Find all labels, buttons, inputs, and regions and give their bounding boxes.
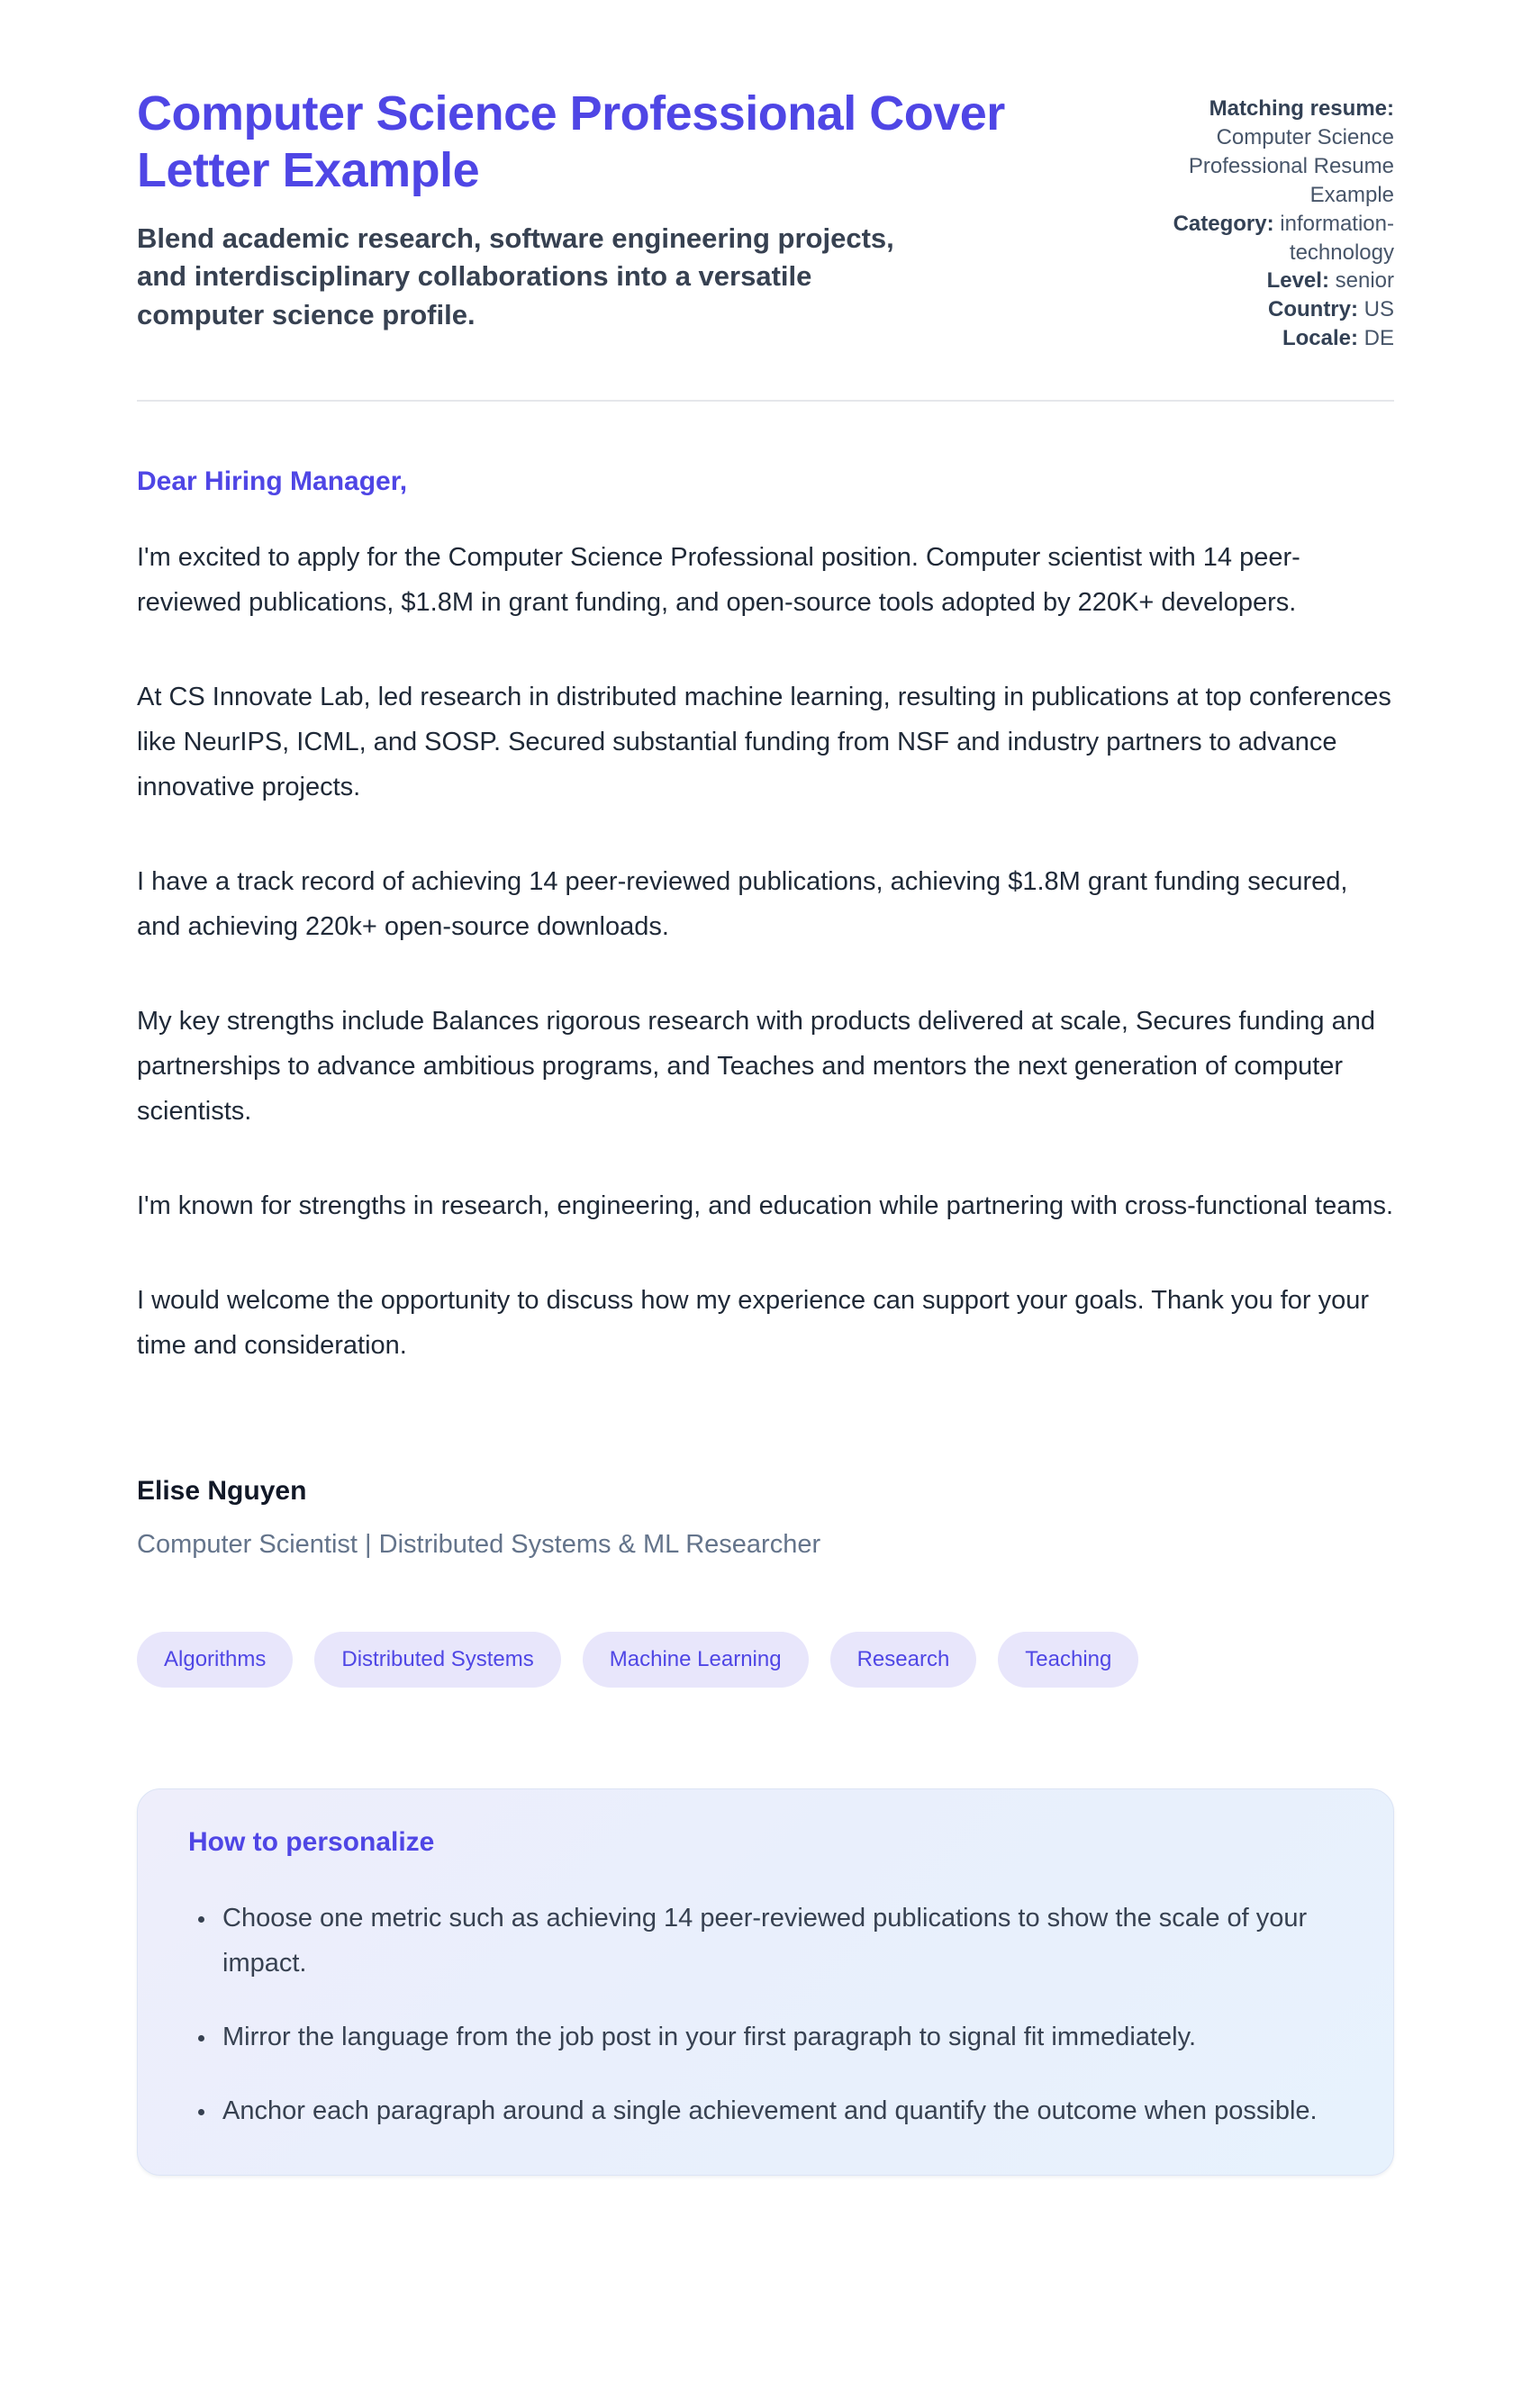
letter-paragraph-6: I would welcome the opportunity to discuss how my experience can support your goals. Thank you for your time and consideration. bbox=[137, 1286, 1370, 1361]
meta-matching-resume bbox=[1124, 95, 1394, 210]
tips-title: How to personalize bbox=[188, 1827, 435, 1858]
header-divider bbox=[137, 400, 1394, 402]
meta-level-label: Level: bbox=[1266, 268, 1329, 294]
meta-panel bbox=[1124, 86, 1394, 353]
meta-category bbox=[1124, 210, 1394, 267]
tag-machine-learning[interactable]: Machine Learning bbox=[583, 1632, 809, 1688]
signature-name: Elise Nguyen bbox=[137, 1476, 307, 1507]
letter-body bbox=[137, 466, 1394, 1560]
meta-country bbox=[1124, 295, 1394, 324]
meta-locale bbox=[1124, 324, 1394, 353]
letter-paragraph-5: I'm known for strengths in research, engineering, and education while partnering with cross-functional teams. bbox=[137, 1191, 1394, 1221]
meta-locale-value: DE bbox=[1363, 326, 1394, 351]
tip-item-1: • Choose one metric such as achieving 14 peer-reviewed publications to show the scale of your impact. bbox=[217, 1896, 1343, 1986]
meta-country-value: US bbox=[1363, 297, 1394, 322]
page-subtitle: Blend academic research, software engineering projects, and interdisciplinary collaborations into a versatile computer science profile. bbox=[137, 222, 894, 330]
meta-matching-resume-value: Computer Science Professional Resume Example bbox=[1188, 124, 1394, 207]
letter-paragraph-4: My key strengths include Balances rigorous research with products delivered at scale, Secures funding and partnerships to advance ambitious programs, and Teaches and mentors the next generation of computer scientists. bbox=[137, 1007, 1376, 1127]
meta-category-label: Category: bbox=[1173, 211, 1274, 236]
meta-matching-resume-label: Matching resume: bbox=[1209, 96, 1394, 121]
page-title: Computer Science Professional Cover Letter Example bbox=[137, 86, 1005, 197]
meta-level-value: senior bbox=[1335, 268, 1394, 294]
meta-level bbox=[1124, 267, 1394, 295]
meta-locale-label: Locale: bbox=[1282, 326, 1358, 351]
meta-country-label: Country: bbox=[1268, 297, 1358, 322]
meta-category-value: information-technology bbox=[1280, 211, 1394, 265]
tag-research[interactable]: Research bbox=[830, 1632, 977, 1688]
tag-list bbox=[137, 1632, 1394, 1688]
letter-paragraph-2: At CS Innovate Lab, led research in distributed machine learning, resulting in publications at top conferences like NeurIPS, ICML, and SOSP. Secured substantial funding from NSF and industry partners to advance innovative projects. bbox=[137, 683, 1391, 802]
letter-greeting: Dear Hiring Manager, bbox=[137, 466, 408, 497]
personalize-tips-card bbox=[137, 1788, 1394, 2176]
tips-list bbox=[181, 1896, 1343, 2133]
letter-paragraph-3: I have a track record of achieving 14 peer-reviewed publications, achieving $1.8M grant funding secured, and achieving 220k+ open-source downloads. bbox=[137, 867, 1348, 942]
header bbox=[137, 86, 1394, 353]
tag-distributed-systems[interactable]: Distributed Systems bbox=[314, 1632, 560, 1688]
tip-item-3: • Anchor each paragraph around a single achievement and quantify the outcome when possible. bbox=[217, 2088, 1343, 2133]
header-title-block bbox=[137, 86, 1037, 334]
signature-role: Computer Scientist | Distributed Systems & ML Researcher bbox=[137, 1530, 821, 1560]
tip-item-2: • Mirror the language from the job post in your first paragraph to signal fit immediately. bbox=[217, 2014, 1343, 2059]
tag-algorithms[interactable]: Algorithms bbox=[137, 1632, 293, 1688]
tag-teaching[interactable]: Teaching bbox=[998, 1632, 1138, 1688]
letter-paragraph-1: I'm excited to apply for the Computer Science Professional position. Computer scientist with 14 peer-reviewed publications, $1.8M in grant funding, and open-source tools adopted by 220K+ developers. bbox=[137, 543, 1300, 618]
